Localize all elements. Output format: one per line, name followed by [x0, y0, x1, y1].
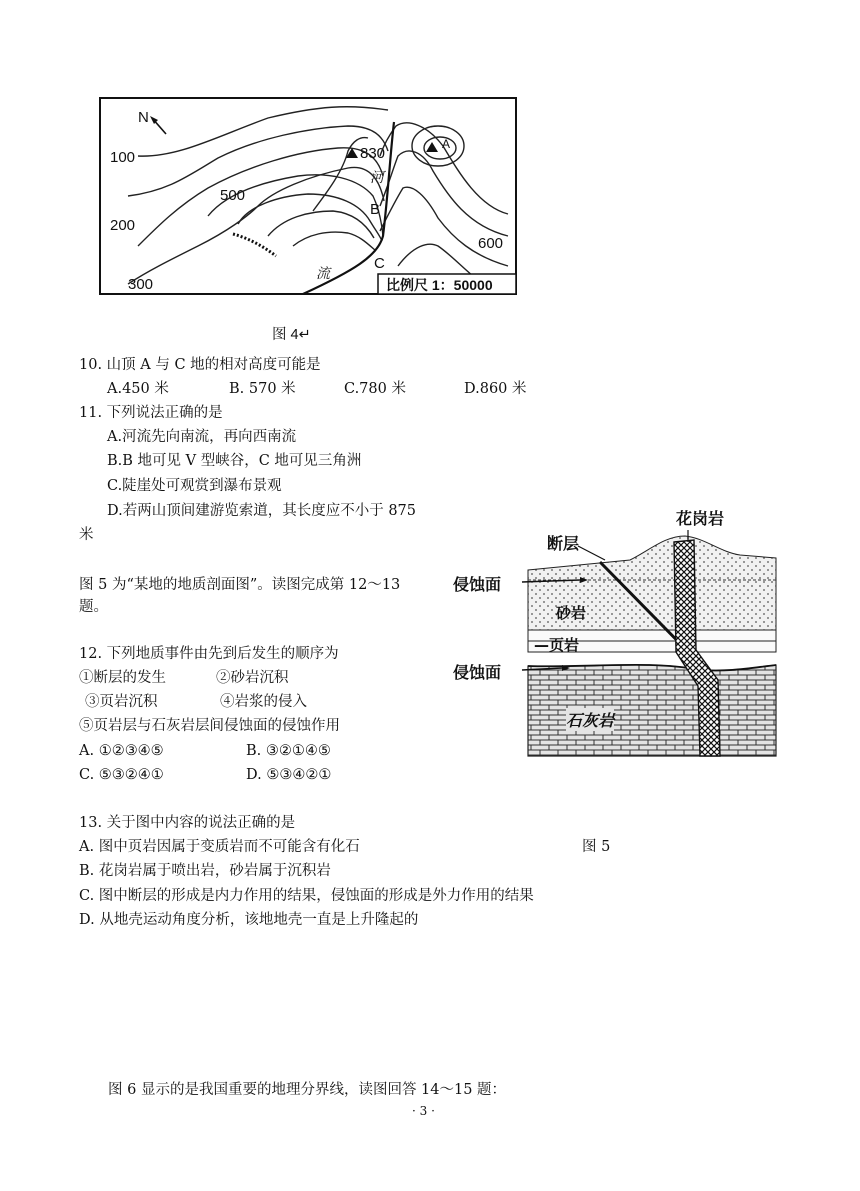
- fig5-label-granite: 花岗岩: [676, 509, 725, 528]
- q12-stem: 12. 下列地质事件由先到后发生的顺序为: [79, 646, 339, 662]
- q12-event-1: ①断层的发生: [79, 670, 166, 686]
- fig5-label-fault: 断层: [547, 534, 580, 553]
- figure-4-caption: 图 4↵: [272, 327, 311, 343]
- q10-option-d: D.860 米: [464, 381, 527, 397]
- q10-option-c: C.780 米: [344, 381, 406, 397]
- fig5-label-shale: —页岩: [534, 636, 580, 654]
- q13-option-d: D. 从地壳运动角度分析，该地地壳一直是上升隆起的: [79, 912, 419, 928]
- q12-event-2: ②砂岩沉积: [216, 670, 289, 686]
- figure-4-contour-map: [98, 96, 524, 316]
- intro-fig5-line2: 题。: [79, 599, 108, 615]
- river-char-2: 流: [316, 266, 330, 282]
- q11-option-b: B.B 地可见 V 型峡谷，C 地可见三角洲: [107, 453, 362, 469]
- q10-stem: 10. 山顶 A 与 C 地的相对高度可能是: [79, 357, 321, 373]
- q13-option-b: B. 花岗岩属于喷出岩，砂岩属于沉积岩: [79, 863, 331, 879]
- q10-option-a: A.450 米: [107, 381, 169, 397]
- q11-option-c: C.陡崖处可观赏到瀑布景观: [107, 478, 282, 494]
- q12-option-c: C. ⑤③②④①: [79, 767, 164, 783]
- q12-event-5: ⑤页岩层与石灰岩层间侵蚀面的侵蚀作用: [79, 718, 340, 734]
- north-label: N: [138, 109, 149, 126]
- contour-label-100: 100: [110, 149, 136, 166]
- q13-option-a: A. 图中页岩因属于变质岩而不可能含有化石: [79, 839, 360, 855]
- contour-label-300: 300: [128, 276, 154, 293]
- page-number: · 3 ·: [412, 1104, 435, 1118]
- q10-option-b: B. 570 米: [229, 381, 296, 397]
- q13-option-c: C. 图中断层的形成是内力作用的结果，侵蚀面的形成是外力作用的结果: [79, 888, 534, 904]
- q13-stem: 13. 关于图中内容的说法正确的是: [79, 815, 296, 831]
- peak-830-label: 830: [360, 145, 386, 162]
- q12-option-d: D. ⑤③④②①: [246, 767, 332, 783]
- fig5-label-limestone: 石灰岩: [566, 708, 614, 731]
- q11-option-a: A.河流先向南流，再向西南流: [107, 429, 297, 445]
- fig5-label-sandstone: 砂岩: [556, 604, 587, 622]
- q12-event-3: ③页岩沉积: [85, 694, 158, 710]
- peak-a-label: A: [442, 137, 451, 151]
- scale-label: 比例尺 1：50000: [386, 277, 493, 293]
- intro-fig6: 图 6 显示的是我国重要的地理分界线，读图回答 14～15 题：: [108, 1082, 507, 1098]
- q12-option-a: A. ①②③④⑤: [79, 743, 164, 759]
- fig5-label-erosion-lower: 侵蚀面: [453, 663, 502, 682]
- q12-option-b: B. ③②①④⑤: [246, 743, 331, 759]
- figure-5-geological-section: [450, 500, 780, 762]
- river-char-1: 河: [370, 170, 384, 186]
- intro-fig5-line1: 图 5 为“某地的地质剖面图”。读图完成第 12～13: [79, 577, 401, 593]
- contour-label-600: 600: [478, 235, 504, 252]
- q11-option-d-cont: 米: [79, 527, 94, 543]
- q11-option-d: D.若两山顶间建游览索道，其长度应不小于 875: [107, 503, 417, 519]
- fig5-label-erosion-upper: 侵蚀面: [453, 575, 502, 594]
- point-b-label: B: [370, 201, 381, 218]
- figure-5-caption: 图 5: [582, 839, 611, 855]
- point-c-label: C: [374, 255, 385, 272]
- q12-event-4: ④岩浆的侵入: [220, 694, 307, 710]
- contour-label-500: 500: [220, 187, 246, 204]
- contour-label-200: 200: [110, 217, 136, 234]
- q11-stem: 11. 下列说法正确的是: [79, 405, 223, 421]
